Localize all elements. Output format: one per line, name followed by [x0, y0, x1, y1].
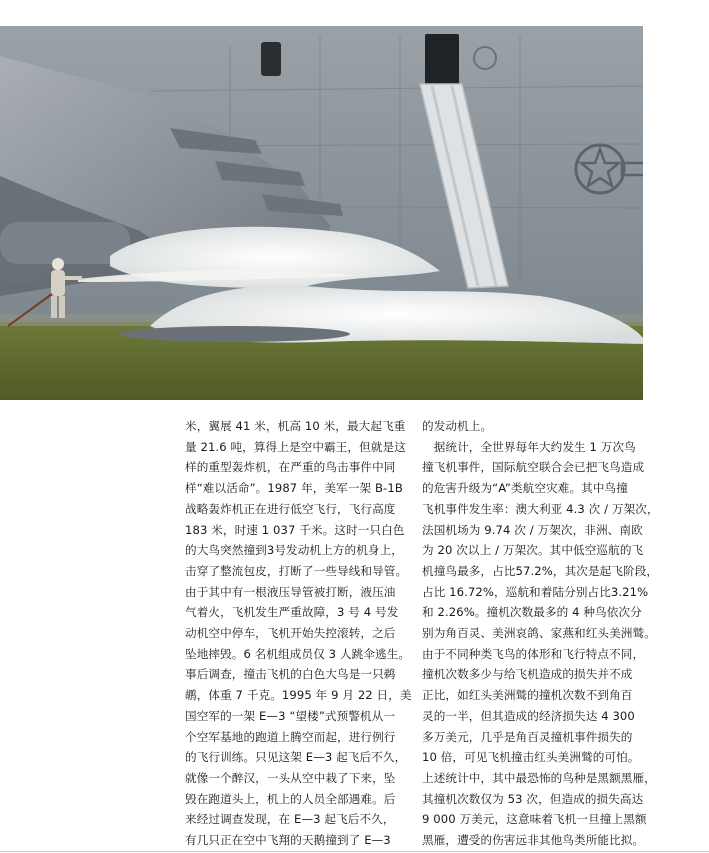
text-line: 撞飞机事件，国际航空联合会已把飞鸟造成: [422, 460, 645, 475]
text-line: 其撞机次数仅为 53 次，但造成的损失高达: [422, 791, 644, 806]
aircraft-crash-illustration: [0, 26, 643, 400]
text-line: 10 倍，可见飞机撞击红头美洲鹫的可怕。: [422, 750, 640, 765]
text-line: 就像一个醉汉，一头从空中栽了下来，坠: [185, 770, 396, 785]
text-line: 米，翼展 41 米，机高 10 米，最大起飞重: [185, 419, 406, 433]
text-line: 和 2.26%。撞机次数最多的 4 种鸟依次分: [422, 605, 642, 620]
text-line: 来经过调查发现，在 E—3 起飞后不久，: [185, 812, 395, 827]
text-line: 个空军基地的跑道上腾空而起，进行例行: [185, 729, 396, 744]
article-column-left: [185, 416, 412, 851]
crash-photo: [0, 26, 643, 400]
text-line: 的危害升级为“A”类航空灾难。其中鸟撞: [422, 481, 628, 496]
text-line: 别为角百灵、美洲哀鸽、家燕和红头美洲鹫。: [422, 626, 656, 641]
text-line: 有几只正在空中飞翔的天鹅撞到了 E—3: [185, 833, 391, 848]
article-column-right: [422, 416, 659, 851]
text-line: 由于不同种类飞鸟的体形和飞行特点不同，: [422, 646, 645, 661]
text-line: 鹕，体重 7 千克。1995 年 9 月 22 日，美: [185, 688, 412, 703]
page-bottom-rule: [0, 851, 709, 852]
text-line: 飞机事件发生率：澳大利亚 4.3 次 / 万架次，: [422, 501, 659, 516]
text-line: 183 米，时速 1 037 千米。这时一只白色: [185, 522, 405, 537]
text-line: 多万美元，几乎是角百灵撞机事件损失的: [422, 729, 633, 744]
text-line: 的飞行训练。只见这架 E—3 起飞后不久，: [185, 750, 407, 765]
text-line: 毁在跑道头上，机上的人员全部遇难。后: [185, 791, 396, 806]
text-line: 上述统计中，其中最恐怖的鸟种是黑额黑雁，: [422, 770, 656, 785]
text-line: 坠地摔毁。6 名机组成员仅 3 人跳伞逃生。: [185, 646, 411, 661]
text-line: 事后调查，撞击飞机的白色大鸟是一只鹈: [185, 667, 396, 682]
text-line: 样“难以活命”。1987 年，美军一架 B-1B: [185, 481, 403, 496]
text-line: 的大鸟突然撞到3号发动机上方的机身上，: [185, 543, 403, 558]
text-line: 灵的一半，但其造成的经济损失达 4 300: [422, 708, 635, 723]
text-line: 量 21.6 吨，算得上是空中霸王，但就是这: [185, 439, 406, 454]
text-line: 气着火，飞机发生严重故障，3 号 4 号发: [185, 605, 399, 620]
text-line: 撞机次数多少与给飞机造成的损失并不成: [422, 667, 633, 682]
text-line: 由于其中有一根液压导管被打断，液压油: [185, 584, 396, 599]
text-line: 正比，如红头美洲鹫的撞机次数不到角百: [422, 688, 633, 703]
text-line: 法国机场为 9.74 次 / 万架次，非洲、南欧: [422, 522, 643, 537]
text-line: 的发动机上。: [422, 419, 493, 433]
text-line: 黑雁，遭受的伤害远非其他鸟类所能比拟。: [422, 833, 645, 848]
text-line: 国空军的一架 E—3 “望楼”式预警机从一: [185, 708, 396, 723]
text-line: 样的重型轰炸机，在严重的鸟击事件中同: [185, 460, 396, 475]
text-line: 机撞鸟最多，占比57.2%，其次是起飞阶段，: [422, 563, 659, 578]
text-line: 战略轰炸机正在进行低空飞行，飞行高度: [185, 501, 396, 516]
text-line: 击穿了整流包皮，打断了一些导线和导管。: [185, 563, 408, 578]
text-line: 为 20 次以上 / 万架次。其中低空巡航的飞: [422, 543, 644, 558]
text-line: 据统计，全世界每年大约发生 1 万次鸟: [422, 439, 636, 454]
text-line: 9 000 万美元，这意味着飞机一旦撞上黑额: [422, 812, 647, 827]
text-line: 占比 16.72%，巡航和着陆分别占比3.21%: [422, 584, 649, 599]
text-line: 动机空中停车，飞机开始失控滚转，之后: [185, 626, 396, 641]
